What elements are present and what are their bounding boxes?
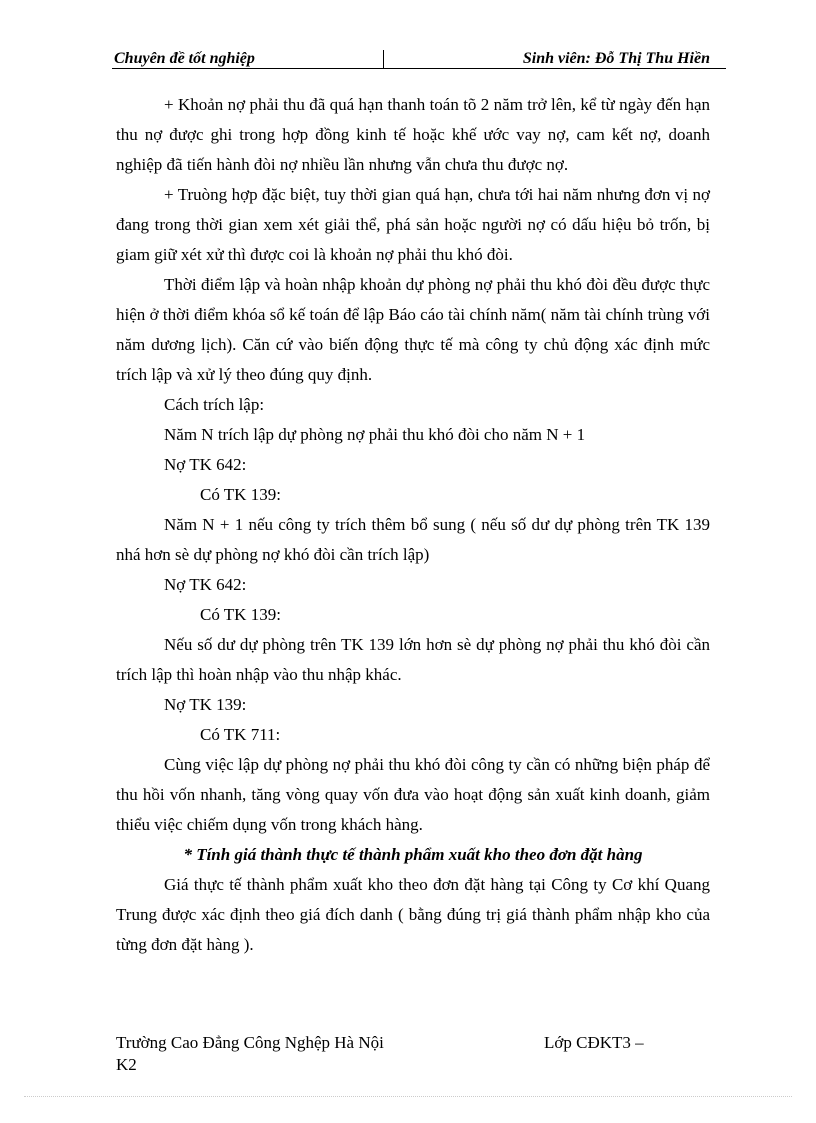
footer-class-continued: K2 [116,1055,137,1074]
journal-credit-entry: Có TK 139: [200,485,281,504]
paragraph: Nếu số dư dự phòng trên TK 139 lớn hơn sè dự phòng nợ phải thu khó đòi cần trích lập thì hoàn nhập vào thu nhập khác. [116,635,710,684]
page-header [112,46,726,69]
page-bottom-divider [24,1096,792,1097]
paragraph: + Khoản nợ phải thu đã quá hạn thanh toán tõ 2 năm trở lên, kể từ ngày đến hạn thu nợ được ghi trong hợp đồng kinh tế hoặc khế ước vay nợ, cam kết nợ, doanh nghiệp đã tiến hành đòi nợ nhiều lần nhưng vẫn chưa thu được nợ. [116,95,710,174]
paragraph: + Truòng hợp đặc biệt, tuy thời gian quá hạn, chưa tới hai năm nhưng đơn vị nợ đang trong thời gian xem xét giải thể, phá sản hoặc người nợ có dấu hiệu bỏ trốn, bị giam giữ xét xử thì được coi là khoản nợ phải thu khó đòi. [116,185,710,264]
paragraph: Cách trích lập: [164,395,265,414]
paragraph: Năm N trích lập dự phòng nợ phải thu khó đòi cho năm N + 1 [164,425,586,444]
journal-debit-entry: Nợ TK 642: [164,455,247,474]
journal-debit-entry: Nợ TK 642: [164,575,247,594]
paragraph: Giá thực tế thành phẩm xuất kho theo đơn đặt hàng tại Công ty Cơ khí Quang Trung được xác định theo giá đích danh ( bằng đúng trị giá thành phẩm nhập kho của từng đơn đặt hàng ). [116,875,710,954]
journal-credit-entry: Có TK 711: [200,725,281,744]
paragraph: Cùng việc lập dự phòng nợ phải thu khó đòi công ty cần có những biện pháp để thu hồi vốn nhanh, tăng vòng quay vốn đưa vào hoạt động sản xuất kinh doanh, giảm thiểu việc chiếm dụng vốn trong khách hàng. [116,755,710,834]
header-author: Sinh viên: Đỗ Thị Thu Hiền [522,50,710,67]
paragraph: Thời điểm lập và hoàn nhập khoản dự phòng nợ phải thu khó đòi đều được thực hiện ở thời điểm khóa sổ kế toán để lập Báo cáo tài chính năm( năm tài chính trùng với năm dương lịch). Căn cứ vào biến động thực tế mà công ty chủ động xác định mức trích lập và xử lý theo đúng quy định. [116,275,710,384]
document-body [116,90,710,960]
header-title: Chuyên đề tốt nghiệp [114,50,255,67]
paragraph: Năm N + 1 nếu công ty trích thêm bổ sung ( nếu số dư dự phòng trên TK 139 nhá hơn sè dự phòng nợ khó đòi cần trích lập) [116,515,710,564]
footer-school: Trường Cao Đẳng Công Nghệp Hà Nội [116,1033,384,1052]
header-separator [383,50,384,68]
section-heading: * Tính giá thành thực tế thành phẩm xuất kho theo đơn đặt hàng [183,845,643,864]
footer-class: Lớp CĐKT3 – [544,1033,644,1052]
journal-debit-entry: Nợ TK 139: [164,695,247,714]
journal-credit-entry: Có TK 139: [200,605,281,624]
